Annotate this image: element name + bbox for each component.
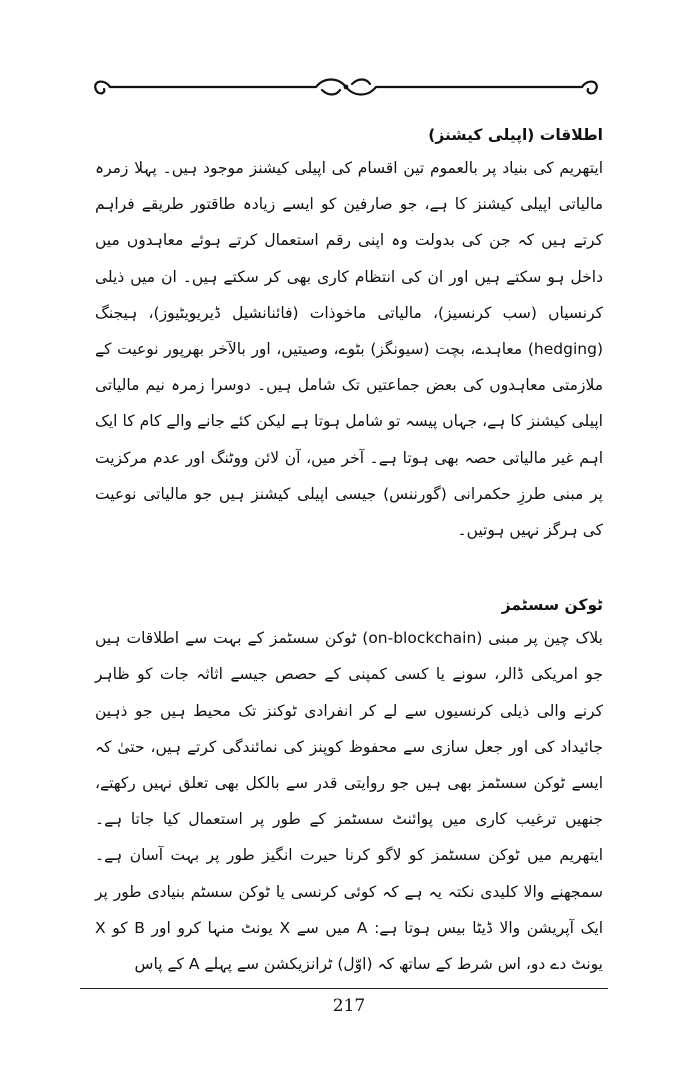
section-heading-applications: اطلاقات (اپیلی کیشنز) bbox=[428, 126, 603, 144]
section-spacer bbox=[95, 548, 603, 590]
page-body bbox=[95, 120, 603, 982]
section-heading-token-systems: ٹوکن سسٹمز bbox=[501, 596, 603, 615]
token-systems-paragraph: بلاک چین پر مبنی (on-blockchain) ٹوکن سسٹمز کے بہت سے اطلاقات ہیں جو امریکی ڈالر، سونے یا کسی کمپنی کے حصص جیسے اثاثہ جات کو ظاہر کرنے والی ذیلی کرنسیوں سے لے کر انفرادی ٹوکنز تک محیط ہیں جو ذہین جائیداد کی اور جعل سازی سے محفوظ کوپنز کی نمائندگی کرتے ہیں، حتیٰ کہ ایسے ٹوکن سسٹمز بھی ہیں جو روایتی قدر سے بالکل بھی تعلق نہیں رکھتے، جنھیں ترغیب کاری میں پوائنٹ سسٹمز کے طور پر استعمال کیا جاتا ہے۔ ایتھریم میں ٹوکن سسٹمز کو لاگو کرنا حیرت انگیز طور پر بہت آسان ہے۔ سمجھنے والا کلیدی نکتہ یہ ہے کہ کوئی کرنسی یا ٹوکن سسٹم بنیادی طور پر ایک آپریشن والا ڈیٹا بیس ہوتا ہے: A میں سے X یونٹ منہا کرو اور B کو X یونٹ دے دو، اس شرط کے ساتھ کہ (اوّل) ٹرانزیکشن سے پہلے A کے پاس bbox=[95, 629, 603, 974]
ornamental-divider bbox=[86, 70, 606, 104]
applications-paragraph: ایتھریم کی بنیاد پر بالعموم تین اقسام کی اپیلی کیشنز موجود ہیں۔ پہلا زمرہ مالیاتی اپیلی کیشنز کا ہے، جو صارفین کو ایسے زیادہ طاقتور طریقے فراہم کرتے ہیں کہ جن کی بدولت وہ اپنی رقم استعمال کرتے ہوئے معاہدوں میں داخل ہو سکتے ہیں اور ان کی انتظام کاری بھی کر سکتے ہیں۔ ان میں ذیلی کرنسیاں (سب کرنسیز)، مالیاتی ماخوذات (فائنانشیل ڈیریویٹیوز)، ہیجنگ (hedging) معاہدے، بچت (سیونگز) بٹوے، وصیتیں، اور بالآخر بھرپور نوعیت کے ملازمتی معاہدوں کی بعض جماعتیں تک شامل ہیں۔ دوسرا زمرہ نیم مالیاتی اپیلی کیشنز کا ہے، جہاں پیسہ تو شامل ہوتا ہے لیکن کئے جانے والے کام کا ایک اہم غیر مالیاتی حصہ بھی ہوتا ہے۔ آخر میں، آن لائن ووٹنگ اور عدم مرکزیت پر مبنی طرزِ حکمرانی (گورننس) جیسی اپیلی کیشنز ہیں جو مالیاتی نوعیت کی ہرگز نہیں ہوتیں۔ bbox=[95, 159, 603, 540]
page-number: 217 bbox=[332, 996, 366, 1016]
footer-divider bbox=[80, 988, 608, 989]
